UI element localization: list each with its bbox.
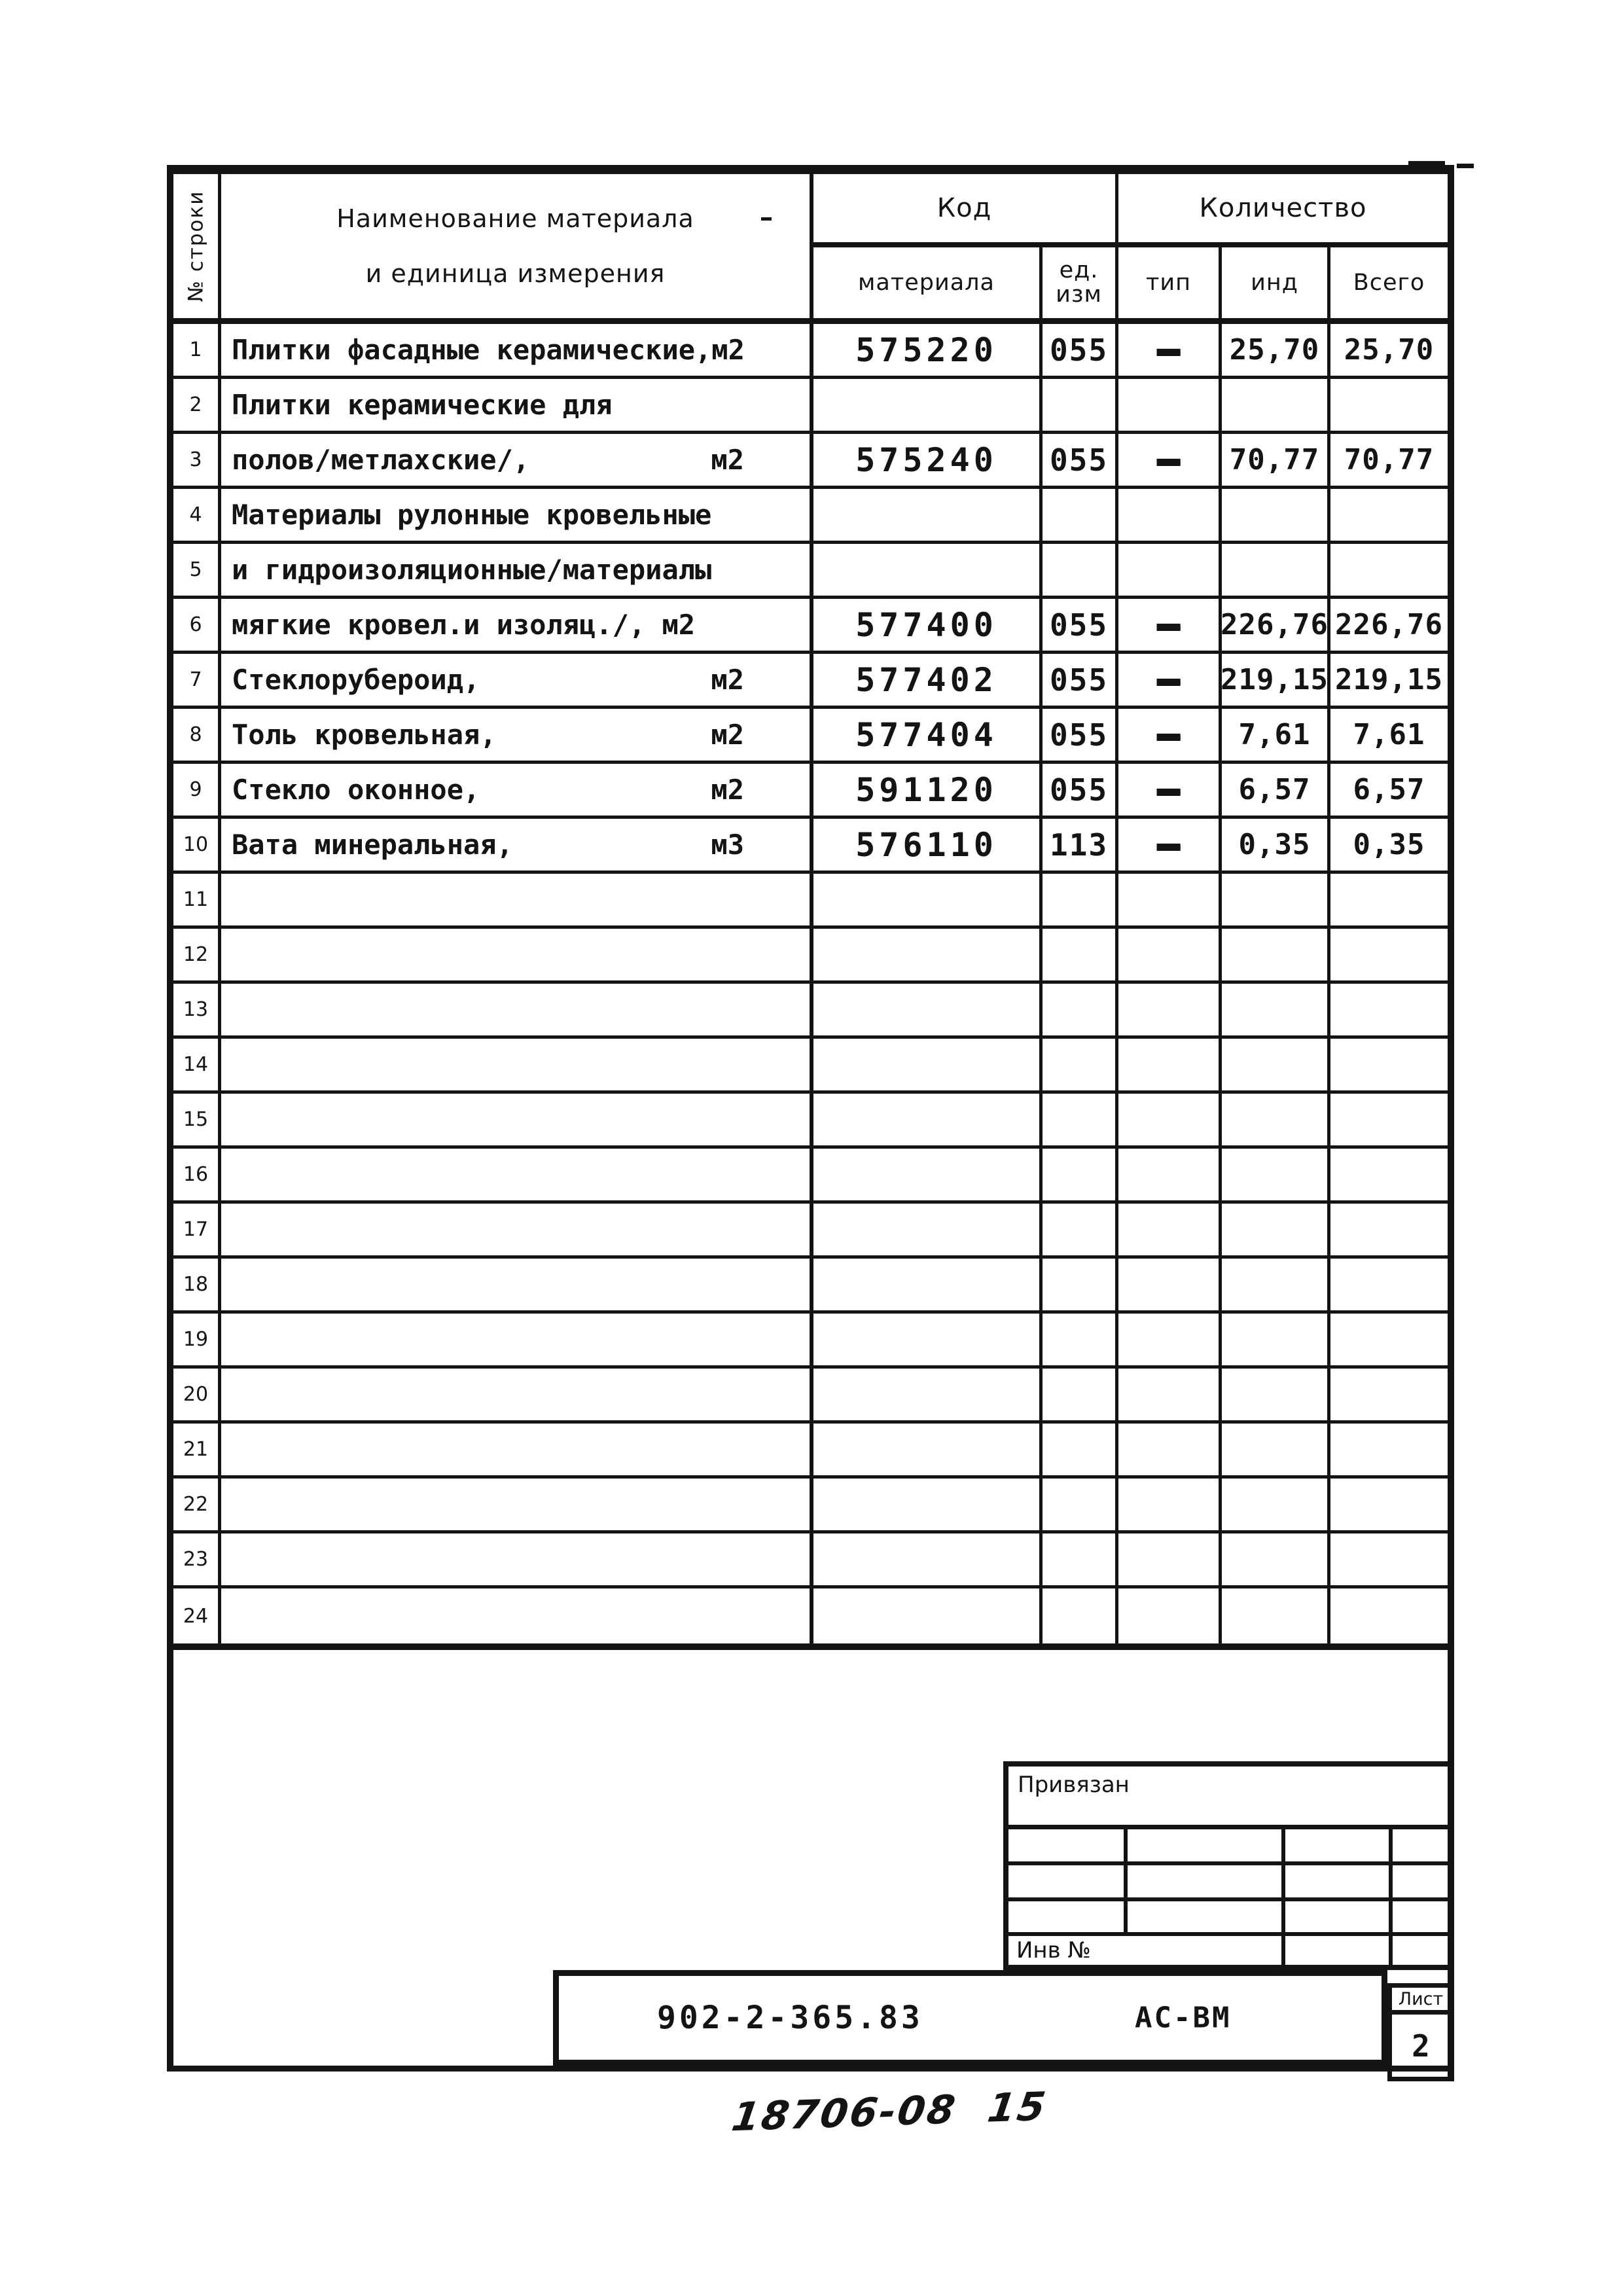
bottom-page-border (167, 2066, 1454, 2072)
type-cell: – (1118, 654, 1222, 706)
ind-quantity-cell (1222, 1588, 1330, 1643)
type-cell (1118, 1039, 1222, 1090)
material-name: Стекло оконное, (232, 774, 480, 806)
ind-quantity-cell: 7,61 (1222, 709, 1330, 761)
privyazan-cell: Привязан (1008, 1767, 1449, 1829)
type-cell: – (1118, 434, 1222, 486)
table-row (173, 929, 1448, 984)
scan-artifact-dash (1457, 164, 1474, 168)
material-name: Толь кровельная, (232, 719, 497, 751)
header-code-group: Код (813, 174, 1118, 247)
ind-quantity-cell (1222, 1204, 1330, 1255)
ind-quantity-cell (1222, 544, 1330, 596)
material-name: Стеклорубероид, (232, 664, 480, 696)
inventory-number-cell: Инв № (1008, 1936, 1285, 1965)
row-number-cell: 16 (173, 1149, 221, 1200)
material-code-cell (813, 929, 1043, 980)
row-number-cell: 8 (173, 709, 221, 761)
ind-quantity-cell: 6,57 (1222, 764, 1330, 816)
type-cell (1118, 489, 1222, 541)
title-block-cell (1285, 1936, 1393, 1965)
title-block-cell (1393, 1829, 1449, 1865)
title-block-cell (1393, 1901, 1449, 1936)
material-name-cell (221, 1534, 813, 1585)
row-number-cell: 17 (173, 1204, 221, 1255)
ind-quantity-cell (1222, 489, 1330, 541)
row-number-cell: 7 (173, 654, 221, 706)
material-code-cell (813, 1204, 1043, 1255)
table-row (173, 1259, 1448, 1314)
total-quantity-cell: 7,61 (1353, 718, 1425, 751)
material-name-cell (221, 984, 813, 1035)
document-number: 902-2-365.83 (657, 2000, 923, 2036)
type-cell (1118, 984, 1222, 1035)
title-block-cell (1285, 1901, 1393, 1936)
total-quantity-cell (1330, 984, 1448, 1035)
row-number-cell: 18 (173, 1259, 221, 1310)
material-code-cell: 575240 (813, 434, 1043, 486)
material-code-cell: 575220 (813, 324, 1043, 376)
material-code-cell (813, 544, 1043, 596)
unit-code-cell (1043, 1479, 1118, 1530)
header-unit-line2: изм (1056, 281, 1102, 308)
materials-table (167, 165, 1454, 1650)
row-number-cell: 23 (173, 1534, 221, 1585)
total-quantity-cell: 0,35 (1353, 828, 1425, 861)
material-name-cell (221, 1424, 813, 1475)
material-name-cell (221, 1588, 813, 1643)
material-code-cell: 576110 (813, 819, 1043, 870)
unit-label: м2 (711, 774, 744, 806)
row-number-cell: 12 (173, 929, 221, 980)
table-row (173, 1369, 1448, 1424)
table-row (173, 1204, 1448, 1259)
table-row (173, 1588, 1448, 1643)
table-row (173, 984, 1448, 1039)
ind-quantity-cell (1222, 1094, 1330, 1145)
header-quantity-group: Количество (1118, 174, 1448, 247)
material-code-cell (813, 1094, 1043, 1145)
material-name-cell (221, 489, 813, 541)
unit-code-cell (1043, 1204, 1118, 1255)
ind-quantity-cell: 70,77 (1222, 434, 1330, 486)
ind-quantity-cell (1222, 1149, 1330, 1200)
material-name-cell (221, 709, 813, 761)
table-row (173, 1094, 1448, 1149)
unit-code-cell (1043, 1314, 1118, 1365)
unit-code-cell (1043, 1039, 1118, 1090)
header-unit-sub (1043, 247, 1118, 318)
header-row-number (173, 174, 221, 318)
sheet-label: Лист (1392, 1988, 1450, 2015)
total-quantity-cell (1330, 1259, 1448, 1310)
type-cell (1118, 379, 1222, 431)
document-code: АС-ВМ (1135, 2001, 1232, 2035)
ind-quantity-cell (1222, 874, 1330, 925)
table-row (173, 654, 1448, 709)
header-code-sub: материала (813, 247, 1043, 318)
unit-label: м2 (711, 444, 744, 476)
left-page-border (167, 1643, 173, 2072)
table-row (173, 1534, 1448, 1588)
table-row (173, 544, 1448, 599)
material-name: Плитки фасадные керамические,м2 (232, 334, 745, 366)
row-number-cell: 5 (173, 544, 221, 596)
row-number-cell: 4 (173, 489, 221, 541)
title-block-cell (1008, 1829, 1128, 1865)
total-quantity-cell (1330, 1204, 1448, 1255)
material-code-cell (813, 874, 1043, 925)
header-material-name (221, 174, 813, 318)
material-name-cell (221, 379, 813, 431)
material-name-cell (221, 819, 813, 870)
sheet-number: 2 (1412, 2028, 1430, 2064)
row-number-cell: 15 (173, 1094, 221, 1145)
table-header (173, 174, 1448, 324)
ind-quantity-cell: 219,15 (1222, 654, 1330, 706)
title-block-cell (1285, 1865, 1393, 1901)
total-quantity-cell (1330, 1149, 1448, 1200)
unit-code-cell (1043, 1588, 1118, 1643)
ind-quantity-cell (1222, 1039, 1330, 1090)
ind-quantity-cell (1222, 1534, 1330, 1585)
material-name-cell (221, 1314, 813, 1365)
ind-quantity-cell: 226,76 (1222, 599, 1330, 651)
ind-quantity-cell (1222, 929, 1330, 980)
row-number-cell: 11 (173, 874, 221, 925)
ind-quantity-cell: 0,35 (1222, 819, 1330, 870)
total-quantity-cell (1330, 1094, 1448, 1145)
total-quantity-cell: 25,70 (1344, 333, 1435, 367)
material-name-cell (221, 1094, 813, 1145)
material-name: мягкие кровел.и изоляц./, м2 (232, 609, 696, 641)
table-body (173, 324, 1448, 1643)
unit-label: м2 (711, 664, 744, 696)
material-code-cell (813, 1588, 1043, 1643)
row-number-cell: 1 (173, 324, 221, 376)
unit-code-cell (1043, 1094, 1118, 1145)
row-number-cell: 22 (173, 1479, 221, 1530)
unit-code-cell: 055 (1043, 434, 1118, 486)
material-code-cell (813, 1039, 1043, 1090)
table-row (173, 764, 1448, 819)
material-code-cell: 591120 (813, 764, 1043, 816)
material-name-cell (221, 1149, 813, 1200)
material-name: Вата минеральная, (232, 829, 513, 861)
header-total-sub: Всего (1353, 270, 1425, 296)
unit-code-cell (1043, 1534, 1118, 1585)
material-name-cell (221, 1369, 813, 1420)
unit-code-cell (1043, 984, 1118, 1035)
total-quantity-cell (1330, 1424, 1448, 1475)
unit-code-cell: 113 (1043, 819, 1118, 870)
material-name-cell (221, 324, 813, 376)
material-name-cell (221, 599, 813, 651)
material-code-cell (813, 984, 1043, 1035)
header-name-line2: и единица измерения (365, 259, 666, 288)
material-name-cell (221, 1479, 813, 1530)
total-quantity-cell: 219,15 (1335, 663, 1443, 696)
total-quantity-cell (1330, 1588, 1448, 1643)
table-row (173, 379, 1448, 434)
material-code-cell (813, 1314, 1043, 1365)
total-quantity-cell: 226,76 (1335, 608, 1443, 641)
title-block (1003, 1761, 1454, 1970)
unit-code-cell: 055 (1043, 709, 1118, 761)
unit-code-cell (1043, 544, 1118, 596)
header-name-line1: Наименование материала (336, 204, 694, 233)
total-quantity-cell (1330, 1314, 1448, 1365)
material-code-cell (813, 1534, 1043, 1585)
ind-quantity-cell (1222, 984, 1330, 1035)
type-cell (1118, 1094, 1222, 1145)
table-row (173, 1424, 1448, 1479)
material-code-cell (813, 489, 1043, 541)
unit-code-cell: 055 (1043, 654, 1118, 706)
material-name-cell (221, 764, 813, 816)
total-quantity-cell: 70,77 (1344, 443, 1435, 476)
material-name-cell (221, 1204, 813, 1255)
total-quantity-cell (1330, 929, 1448, 980)
total-quantity-cell (1330, 1039, 1448, 1090)
ind-quantity-cell (1222, 1424, 1330, 1475)
header-row-number-label: № строки (184, 190, 207, 302)
material-name: полов/метлахские/, (232, 444, 530, 476)
title-block-cell (1128, 1865, 1285, 1901)
type-cell (1118, 1424, 1222, 1475)
type-cell: – (1118, 819, 1222, 870)
unit-code-cell (1043, 1369, 1118, 1420)
total-quantity-cell (1330, 1369, 1448, 1420)
table-row (173, 489, 1448, 544)
total-quantity-cell (1330, 489, 1448, 541)
header-unit-line1: ед. (1059, 257, 1099, 284)
title-block-cell (1008, 1865, 1128, 1901)
row-number-cell: 19 (173, 1314, 221, 1365)
unit-label: м3 (711, 829, 744, 861)
total-quantity-cell (1330, 1534, 1448, 1585)
type-cell (1118, 544, 1222, 596)
type-cell: – (1118, 709, 1222, 761)
material-code-cell (813, 1479, 1043, 1530)
row-number-cell: 20 (173, 1369, 221, 1420)
document-stamp (553, 1970, 1387, 2066)
table-row (173, 324, 1448, 379)
total-quantity-cell (1330, 1479, 1448, 1530)
unit-code-cell (1043, 1424, 1118, 1475)
material-name-cell (221, 929, 813, 980)
sheet-number-box (1387, 1983, 1454, 2081)
table-row (173, 709, 1448, 764)
scan-artifact-dash (761, 217, 772, 221)
material-name-cell (221, 434, 813, 486)
material-name-cell (221, 1039, 813, 1090)
material-name: Плитки керамические для (232, 389, 613, 421)
header-ind-sub: инд (1222, 247, 1330, 318)
title-block-cell (1285, 1829, 1393, 1865)
unit-code-cell (1043, 874, 1118, 925)
material-name-cell (221, 874, 813, 925)
material-name-cell (221, 1259, 813, 1310)
title-block-cell (1128, 1901, 1285, 1936)
material-code-cell: 577402 (813, 654, 1043, 706)
ind-quantity-cell (1222, 379, 1330, 431)
table-row (173, 599, 1448, 654)
handwritten-note: 18706-08 15 (728, 2083, 1050, 2141)
header-type-sub: тип (1118, 247, 1222, 318)
type-cell (1118, 1204, 1222, 1255)
unit-code-cell (1043, 1149, 1118, 1200)
material-name-cell (221, 544, 813, 596)
table-row (173, 1314, 1448, 1369)
type-cell (1118, 929, 1222, 980)
row-number-cell: 3 (173, 434, 221, 486)
unit-label: м2 (711, 719, 744, 751)
title-block-cell (1008, 1901, 1128, 1936)
material-code-cell (813, 1424, 1043, 1475)
unit-code-cell: 055 (1043, 764, 1118, 816)
unit-code-cell (1043, 379, 1118, 431)
unit-code-cell (1043, 1259, 1118, 1310)
title-block-cell (1128, 1829, 1285, 1865)
table-row (173, 1149, 1448, 1204)
table-row (173, 1039, 1448, 1094)
table-row (173, 434, 1448, 489)
unit-code-cell: 055 (1043, 599, 1118, 651)
type-cell (1118, 1588, 1222, 1643)
row-number-cell: 6 (173, 599, 221, 651)
total-quantity-cell (1330, 379, 1448, 431)
material-code-cell (813, 1369, 1043, 1420)
type-cell (1118, 1534, 1222, 1585)
title-block-cell (1393, 1865, 1449, 1901)
type-cell (1118, 1369, 1222, 1420)
material-name: Материалы рулонные кровельные (232, 499, 712, 531)
type-cell: – (1118, 764, 1222, 816)
total-quantity-cell: 6,57 (1353, 773, 1425, 806)
unit-code-cell (1043, 489, 1118, 541)
total-quantity-cell (1330, 544, 1448, 596)
table-row (173, 1479, 1448, 1534)
unit-code-cell (1043, 929, 1118, 980)
row-number-cell: 10 (173, 819, 221, 870)
type-cell: – (1118, 324, 1222, 376)
ind-quantity-cell (1222, 1369, 1330, 1420)
table-row (173, 874, 1448, 929)
material-code-cell: 577400 (813, 599, 1043, 651)
type-cell (1118, 1149, 1222, 1200)
ind-quantity-cell (1222, 1259, 1330, 1310)
table-row (173, 819, 1448, 874)
type-cell (1118, 1259, 1222, 1310)
material-name: и гидроизоляционные/материалы (232, 554, 712, 586)
total-quantity-cell (1330, 874, 1448, 925)
material-code-cell: 577404 (813, 709, 1043, 761)
row-number-cell: 13 (173, 984, 221, 1035)
material-code-cell (813, 1149, 1043, 1200)
row-number-cell: 2 (173, 379, 221, 431)
material-name-cell (221, 654, 813, 706)
material-code-cell (813, 379, 1043, 431)
type-cell (1118, 1314, 1222, 1365)
title-block-cell (1393, 1936, 1449, 1965)
material-code-cell (813, 1259, 1043, 1310)
type-cell: – (1118, 599, 1222, 651)
type-cell (1118, 874, 1222, 925)
unit-code-cell: 055 (1043, 324, 1118, 376)
ind-quantity-cell: 25,70 (1222, 324, 1330, 376)
ind-quantity-cell (1222, 1479, 1330, 1530)
type-cell (1118, 1479, 1222, 1530)
row-number-cell: 9 (173, 764, 221, 816)
row-number-cell: 24 (173, 1588, 221, 1643)
ind-quantity-cell (1222, 1314, 1330, 1365)
row-number-cell: 21 (173, 1424, 221, 1475)
row-number-cell: 14 (173, 1039, 221, 1090)
